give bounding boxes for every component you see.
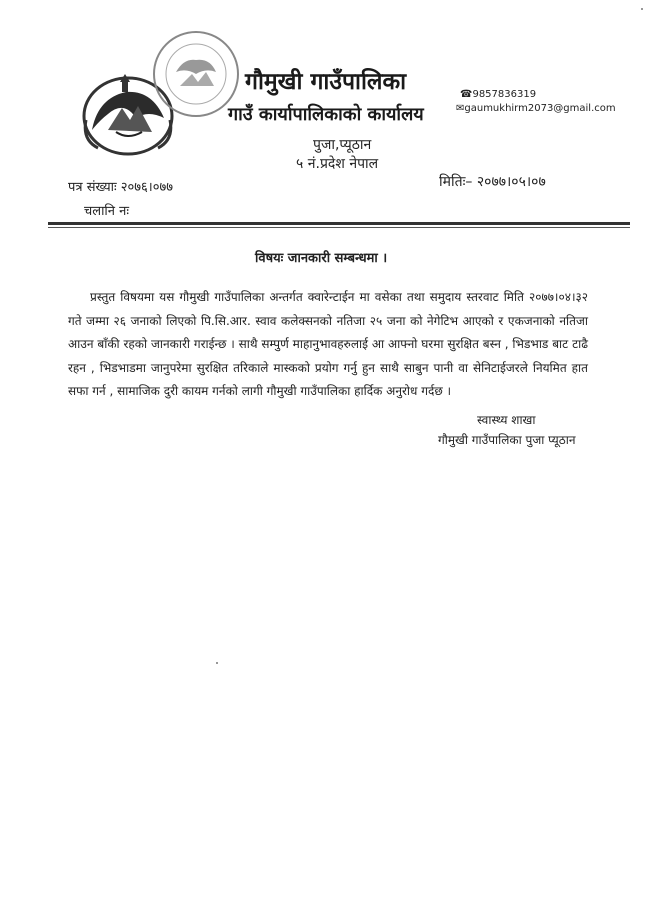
email-address: ✉gaumukhirm2073@gmail.com <box>456 103 616 114</box>
header-divider-thin <box>48 227 630 228</box>
reference-number: पत्र संख्याः २०७६।०७७ <box>68 180 173 195</box>
dispatch-number: चलानि नः <box>84 204 129 219</box>
signature-section: स्वास्थ्य शाखा <box>477 413 536 427</box>
organization-name: गौमुखी गाउँपालिका <box>245 69 407 95</box>
address-line-2: ५ नं.प्रदेश नेपाल <box>296 156 379 172</box>
letter-subject: विषयः जानकारी सम्बन्धमा । <box>255 251 388 266</box>
letter-body: प्रस्तुत विषयमा यस गौमुखी गाउँपालिका अन्तर्गत क्वारेन्टाईन मा वसेका तथा समुदाय स्तरवाट मिति २०७७।०४।३२ गते जम्मा २६ जनाको लिएको पि.सि.आर. स्वाव कलेक्सनको नतिजा २५ जना को नेगेटिभ आएको र एकजनाको नतिजा आउन बाँकी रहको जानकारी गराईन्छ । साथै सम्पुर्ण माहानुभावहरुलाई आ आफ्नो घरमा सुरक्षित बस्न , भिडभाड बाट टाढै रहन , भिडभाडमा जानुपरेमा सुरक्षित तरिकाले मास्कको प्रयोग गर्नु हुन साथै साबुन पानी वा सेनिटाईजरले नियमित हात सफा गर्न , सामाजिक दुरी कायम गर्नको लागी गौमुखी गाउँपालिका हार्दिक अनुरोध गर्दछ । <box>68 290 588 398</box>
header-divider <box>48 222 630 225</box>
scan-speck <box>216 662 218 664</box>
address-line-1: पुजा,प्यूठान <box>313 137 372 153</box>
letter-date: मितिः– २०७७।०५।०७ <box>439 174 546 190</box>
phone-number: ☎9857836319 <box>460 89 537 100</box>
signature-office: गौमुखी गाउँपालिका पुजा प्यूठान <box>438 433 576 447</box>
office-name: गाउँ कार्यापालिकाको कार्यालय <box>228 104 424 125</box>
scan-speck <box>641 8 643 10</box>
